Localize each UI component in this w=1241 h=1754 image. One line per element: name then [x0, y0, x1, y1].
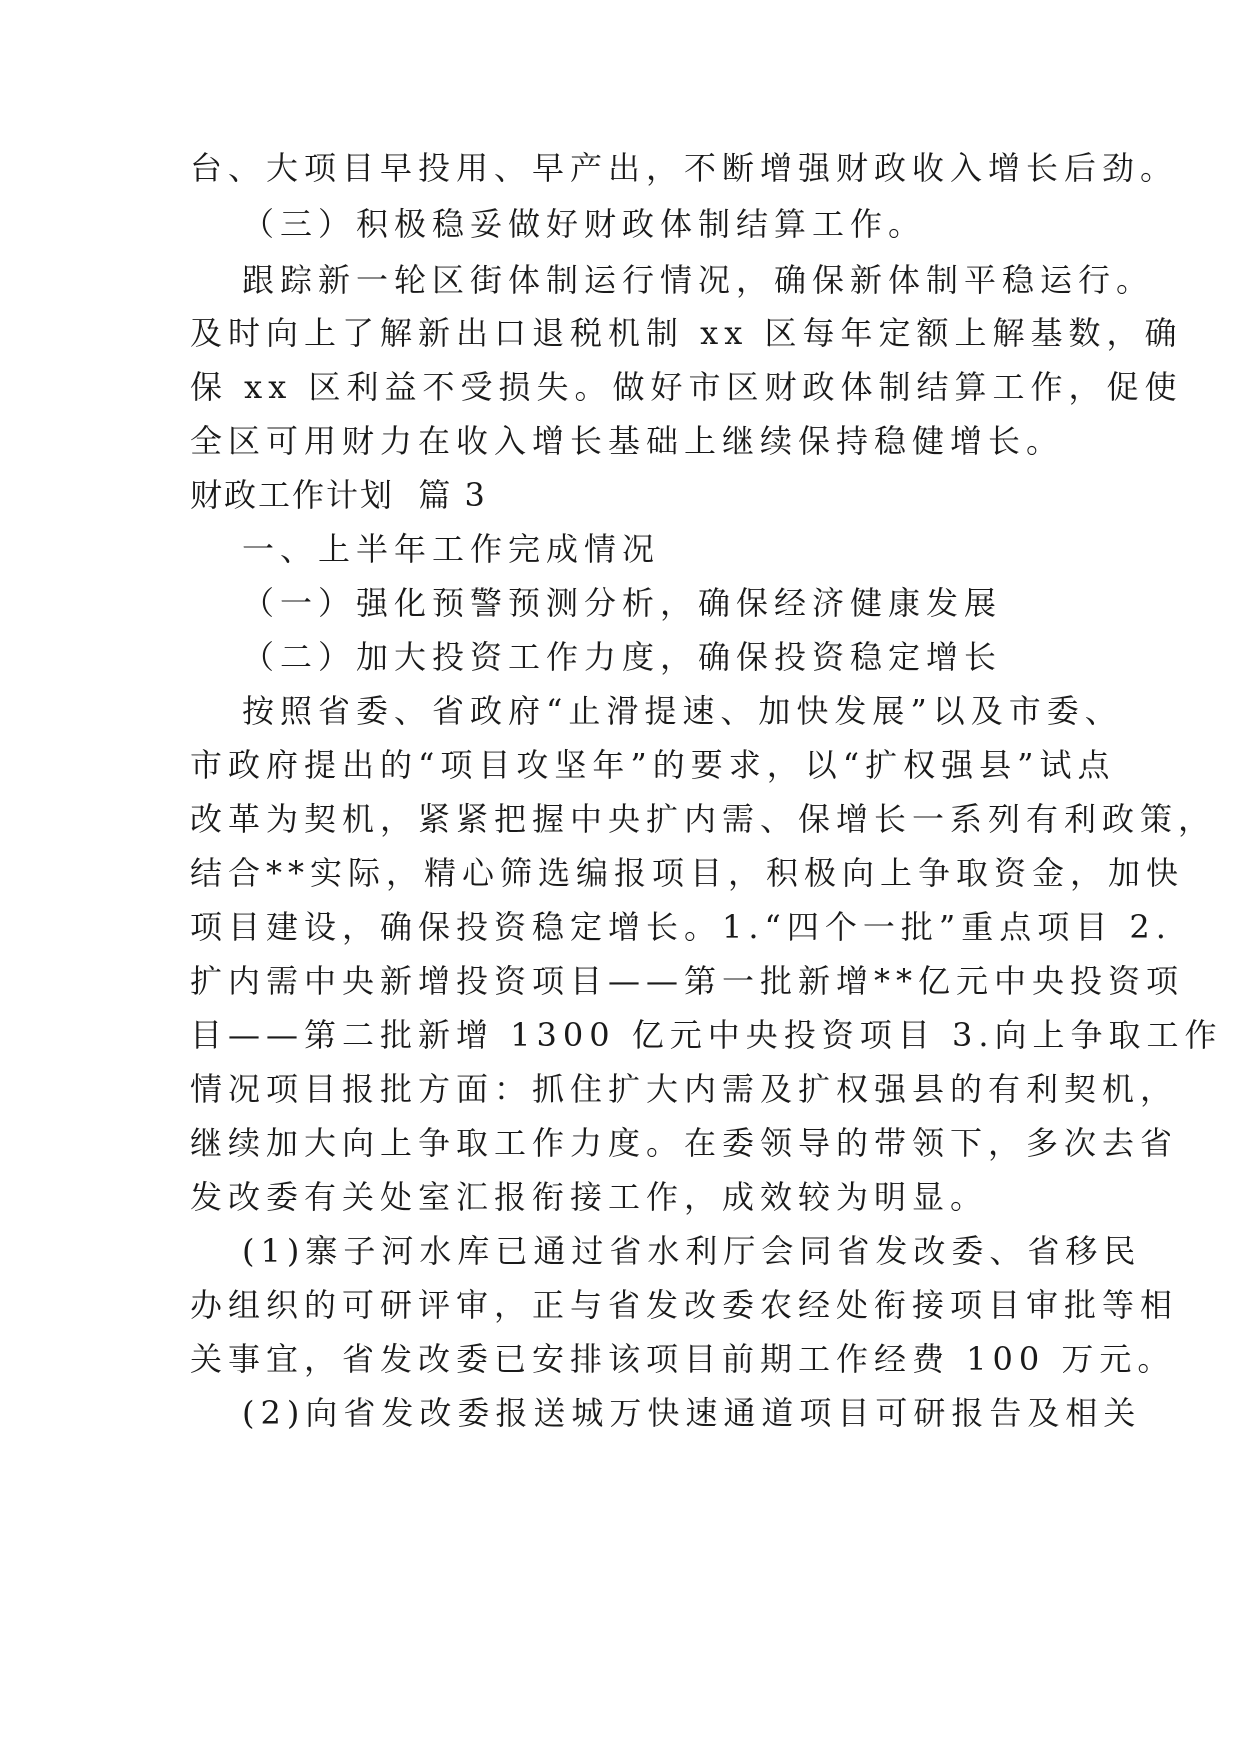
- text-line-22: 办组织的可研评审，正与省发改委农经处衔接项目审批等相: [190, 1286, 1179, 1324]
- text-line-18: 情况项目报批方面：抓住扩大内需及扩权强县的有利契机，: [190, 1070, 1179, 1108]
- section-heading-3: （三）积极稳妥做好财政体制结算工作。: [242, 205, 927, 243]
- text-line-4: 及时向上了解新出口退税机制 xx 区每年定额上解基数，确: [190, 314, 1183, 352]
- text-line-6: 全区可用财力在收入增长基础上继续保持稳健增长。: [190, 422, 1065, 460]
- text-line-3: 跟踪新一轮区街体制运行情况，确保新体制平稳运行。: [242, 261, 1155, 299]
- text-line-19: 继续加大向上争取工作力度。在委领导的带领下，多次去省: [190, 1124, 1179, 1162]
- subsection-heading-1: （一）强化预警预测分析，确保经济健康发展: [242, 584, 1003, 622]
- text-line-13: 改革为契机，紧紧把握中央扩内需、保增长一系列有利政策，: [190, 800, 1217, 838]
- article-heading: 财政工作计划 篇 3: [190, 476, 487, 514]
- subsection-heading-2: （二）加大投资工作力度，确保投资稳定增长: [242, 638, 1003, 676]
- section-heading-1: 一、上半年工作完成情况: [242, 530, 661, 568]
- text-line-14: 结合**实际，精心筛选编报项目，积极向上争取资金，加快: [190, 854, 1185, 892]
- text-line-5: 保 xx 区利益不受损失。做好市区财政体制结算工作，促使: [190, 368, 1183, 406]
- text-line-16: 扩内需中央新增投资项目——第一批新增**亿元中央投资项: [190, 962, 1185, 1000]
- text-line-17: 目——第二批新增 1300 亿元中央投资项目 3.向上争取工作: [190, 1016, 1223, 1054]
- text-line-21: (1)寨子河水库已通过省水利厅会同省发改委、省移民: [242, 1232, 1142, 1270]
- text-line-1: 台、大项目早投用、早产出，不断增强财政收入增长后劲。: [190, 149, 1179, 187]
- text-line-15: 项目建设，确保投资稳定增长。1.“四个一批”重点项目 2.: [190, 908, 1172, 946]
- text-line-12: 市政府提出的“项目攻坚年”的要求，以“扩权强县”试点: [190, 746, 1116, 784]
- text-line-20: 发改委有关处室汇报衔接工作，成效较为明显。: [190, 1178, 989, 1216]
- text-line-11: 按照省委、省政府“止滑提速、加快发展”以及市委、: [242, 692, 1123, 730]
- text-line-24: (2)向省发改委报送城万快速通道项目可研报告及相关: [242, 1394, 1142, 1432]
- text-line-23: 关事宜，省发改委已安排该项目前期工作经费 100 万元。: [190, 1340, 1176, 1378]
